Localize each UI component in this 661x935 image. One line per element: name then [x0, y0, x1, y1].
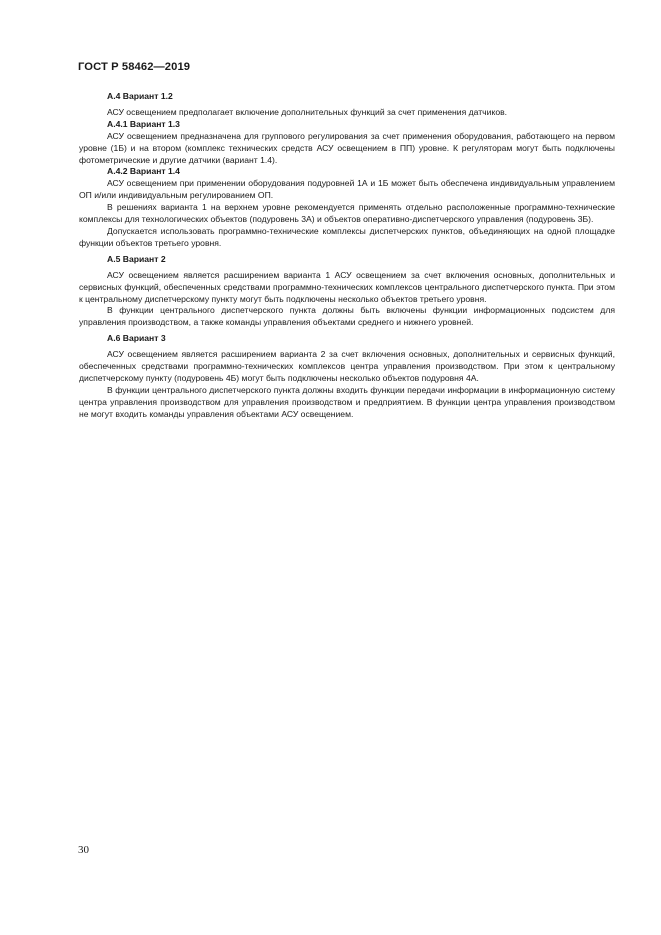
section-heading-a5: А.5 Вариант 2	[107, 253, 166, 264]
paragraph: АСУ освещением при применении оборудования подуровней 1А и 1Б может быть обеспечена индивидуальным управлением ОП и/или индивидуальным регулированием ОП.	[79, 178, 615, 201]
paragraph: В функции центрального диспетчерского пункта должны быть включены функции информационных подсистем для управления производством, а также команды управления объектами среднего и нижнего уровней.	[79, 305, 615, 328]
paragraph: АСУ освещением является расширением варианта 1 АСУ освещением за счет включения основных, дополнительных и сервисных функций, обеспеченных средствами программно-технических комплексов центрального диспетчерского пункта. При этом к центральному диспетчерскому пункту могут быть подключены несколько объектов третьего уровня.	[79, 269, 615, 304]
paragraph: В функции центрального диспетчерского пункта должны входить функции передачи информации в информационную систему центра управления производством для управления производством и предприятием. В функции центра управления производством не могут входить команды управления объектами АСУ освещением.	[79, 384, 615, 419]
paragraph: АСУ освещением является расширением варианта 2 за счет включения основных, дополнительных и сервисных функций, обеспеченных средствами программно-технических комплексов центра управления производством. При этом к центральному диспетчерскому пункту (подуровень 4Б) могут быть подключены несколько объектов подуровня 4А.	[79, 349, 615, 383]
paragraph: В решениях варианта 1 на верхнем уровне рекомендуется применять отдельно расположенные программно-технические комплексы для технологических объектов (подуровень 3А) и объектов оперативно-диспетчерского управления (подуровень 3Б).	[79, 202, 615, 225]
subsection-heading-a4-1: А.4.1 Вариант 1.3	[107, 118, 180, 129]
document-body	[79, 91, 615, 421]
paragraph: АСУ освещением предназначена для группового регулирования за счет применения оборудования, работающего на первом уровне (1Б) и на втором (комплекс технических средств АСУ освещением в ПП) уровне. К регуляторам могут быть подключены фотометрические и другие датчики (вариант 1.4).	[79, 130, 615, 165]
page-number: 30	[78, 844, 89, 856]
section-heading-a4: А.4 Вариант 1.2	[107, 91, 173, 101]
paragraph: АСУ освещением предполагает включение дополнительных функций за счет применения датчиков.	[107, 106, 508, 117]
paragraph: Допускается использовать программно-технические комплексы диспетчерских пунктов, объединяющих на одной площадке функции объектов третьего уровня.	[79, 225, 615, 248]
section-heading-a6: А.6 Вариант 3	[107, 333, 166, 344]
document-id: ГОСТ Р 58462—2019	[78, 61, 191, 73]
subsection-heading-a4-2: А.4.2 Вариант 1.4	[107, 166, 180, 177]
